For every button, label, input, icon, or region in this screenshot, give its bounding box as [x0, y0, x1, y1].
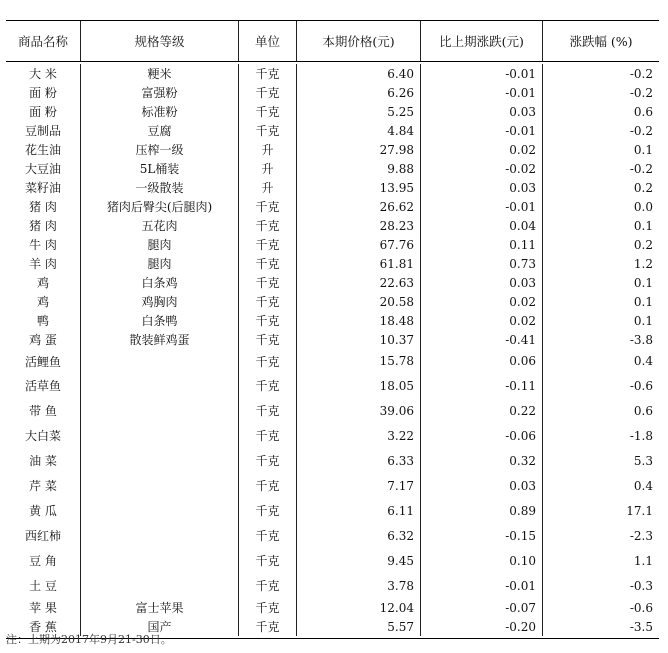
table-row: [6, 159, 659, 178]
cell-price: 5.57: [297, 617, 421, 636]
table-row: [6, 140, 659, 159]
cell-spec: 鸡胸肉: [81, 292, 239, 311]
cell-product-name: 大白菜: [6, 423, 81, 448]
table-row: [6, 598, 659, 617]
cell-spec: [81, 373, 239, 398]
table-row: [6, 83, 659, 102]
table-header: [6, 21, 659, 62]
cell-change-pct: 0.0: [633, 199, 653, 214]
cell-change: 0.06: [421, 349, 543, 373]
table-row: [6, 102, 659, 121]
cell-spec: 猪肉后臀尖(后腿肉): [81, 197, 239, 216]
cell-change: 0.02: [421, 292, 543, 311]
table-row: [6, 292, 659, 311]
cell-change: 0.03: [421, 473, 543, 498]
cell-change: -0.02: [421, 159, 543, 178]
cell-change-pct: 1.1: [633, 553, 653, 568]
cell-product-name: 面 粉: [6, 83, 81, 102]
cell-price: 22.63: [297, 273, 421, 292]
cell-price: 12.04: [297, 598, 421, 617]
cell-unit: 千克: [239, 273, 297, 292]
cell-product-name: 活鲤鱼: [6, 349, 81, 373]
cell-spec: 富士苹果: [81, 598, 239, 617]
cell-price: 39.06: [297, 398, 421, 423]
cell-spec: 一级散装: [81, 178, 239, 197]
table-row: [6, 178, 659, 197]
table-row: [6, 311, 659, 330]
table-row: [6, 398, 659, 423]
cell-price: 9.88: [297, 159, 421, 178]
footnote: 注：上期为2017年9月21-30日。: [6, 633, 172, 646]
cell-spec: [81, 398, 239, 423]
cell-unit: 千克: [239, 448, 297, 473]
cell-spec: [81, 423, 239, 448]
table-row: [6, 330, 659, 349]
cell-spec: 粳米: [81, 64, 239, 83]
cell-price: 18.48: [297, 311, 421, 330]
cell-price: 3.78: [297, 573, 421, 598]
cell-unit: 千克: [239, 64, 297, 83]
cell-product-name: 香 蕉: [6, 617, 81, 636]
cell-product-name: 羊 肉: [6, 254, 81, 273]
cell-spec: [81, 548, 239, 573]
cell-unit: 千克: [239, 473, 297, 498]
cell-unit: 千克: [239, 573, 297, 598]
cell-unit: 千克: [239, 216, 297, 235]
cell-product-name: 带 鱼: [6, 398, 81, 423]
cell-change: 0.73: [421, 254, 543, 273]
cell-change-pct: 0.4: [633, 478, 653, 493]
cell-change-pct: -0.6: [629, 378, 653, 393]
cell-unit: 千克: [239, 83, 297, 102]
cell-spec: 散装鲜鸡蛋: [81, 330, 239, 349]
cell-change: 0.04: [421, 216, 543, 235]
cell-price: 10.37: [297, 330, 421, 349]
cell-change-pct: -0.2: [629, 123, 653, 138]
cell-spec: 5L桶装: [81, 159, 239, 178]
cell-unit: 千克: [239, 102, 297, 121]
cell-change: -0.20: [421, 617, 543, 636]
cell-change-pct: 0.1: [633, 142, 653, 157]
cell-price: 28.23: [297, 216, 421, 235]
cell-change-pct: 0.2: [633, 180, 653, 195]
cell-product-name: 大 米: [6, 64, 81, 83]
price-table: [6, 20, 659, 639]
cell-product-name: 猪 肉: [6, 197, 81, 216]
cell-spec: 腿肉: [81, 235, 239, 254]
table-row: [6, 448, 659, 473]
cell-change: 0.32: [421, 448, 543, 473]
table-row: [6, 254, 659, 273]
cell-change-pct: -3.5: [629, 619, 653, 634]
cell-unit: 千克: [239, 598, 297, 617]
cell-change: -0.01: [421, 83, 543, 102]
cell-change-pct: -0.2: [629, 85, 653, 100]
cell-spec: 白条鸭: [81, 311, 239, 330]
cell-change-pct: 0.1: [633, 313, 653, 328]
header-spec: 规格等级: [81, 21, 239, 61]
cell-price: 13.95: [297, 178, 421, 197]
cell-unit: 千克: [239, 349, 297, 373]
cell-change-pct: 0.4: [633, 354, 653, 368]
cell-change: 0.03: [421, 273, 543, 292]
cell-product-name: 大豆油: [6, 159, 81, 178]
cell-product-name: 西红柿: [6, 523, 81, 548]
cell-price: 67.76: [297, 235, 421, 254]
cell-price: 9.45: [297, 548, 421, 573]
table-row: [6, 273, 659, 292]
table-row: [6, 216, 659, 235]
cell-change-pct: 0.1: [633, 275, 653, 290]
cell-price: 27.98: [297, 140, 421, 159]
cell-change: 0.11: [421, 235, 543, 254]
cell-product-name: 牛 肉: [6, 235, 81, 254]
cell-product-name: 花生油: [6, 140, 81, 159]
cell-unit: 千克: [239, 617, 297, 636]
cell-change: 0.03: [421, 102, 543, 121]
cell-product-name: 豆 角: [6, 548, 81, 573]
cell-change: -0.11: [421, 373, 543, 398]
table-row: [6, 473, 659, 498]
table-row: [6, 121, 659, 140]
cell-price: 6.32: [297, 523, 421, 548]
cell-product-name: 鸡 蛋: [6, 330, 81, 349]
table-row: [6, 64, 659, 83]
cell-unit: 千克: [239, 498, 297, 523]
cell-change: 0.10: [421, 548, 543, 573]
cell-spec: 压榨一级: [81, 140, 239, 159]
cell-spec: [81, 473, 239, 498]
cell-spec: [81, 573, 239, 598]
cell-price: 6.40: [297, 64, 421, 83]
cell-product-name: 芹 菜: [6, 473, 81, 498]
table-row: [6, 197, 659, 216]
table-row: [6, 523, 659, 548]
cell-change: -0.07: [421, 598, 543, 617]
table-body: [6, 62, 659, 638]
cell-unit: 千克: [239, 548, 297, 573]
cell-change: -0.01: [421, 121, 543, 140]
cell-price: 7.17: [297, 473, 421, 498]
cell-product-name: 苹 果: [6, 598, 81, 617]
table-row: [6, 235, 659, 254]
cell-spec: 国产: [81, 617, 239, 636]
cell-price: 18.05: [297, 373, 421, 398]
table-row: [6, 349, 659, 373]
cell-change-pct: 1.2: [633, 256, 653, 271]
header-change: 比上期涨跌(元): [421, 21, 543, 61]
cell-change: -0.01: [421, 64, 543, 83]
cell-product-name: 活草鱼: [6, 373, 81, 398]
cell-unit: 千克: [239, 254, 297, 273]
cell-product-name: 鸡: [6, 292, 81, 311]
cell-spec: 腿肉: [81, 254, 239, 273]
cell-spec: 五花肉: [81, 216, 239, 235]
header-unit: 单位: [239, 21, 297, 61]
cell-change-pct: 0.1: [633, 218, 653, 233]
cell-price: 20.58: [297, 292, 421, 311]
cell-product-name: 菜籽油: [6, 178, 81, 197]
cell-spec: 豆腐: [81, 121, 239, 140]
cell-spec: [81, 523, 239, 548]
cell-product-name: 油 菜: [6, 448, 81, 473]
cell-unit: 千克: [239, 373, 297, 398]
cell-unit: 千克: [239, 423, 297, 448]
cell-change: -0.06: [421, 423, 543, 448]
cell-change-pct: -0.6: [629, 600, 653, 615]
cell-change-pct: 0.6: [633, 403, 653, 418]
cell-product-name: 鸭: [6, 311, 81, 330]
cell-product-name: 土 豆: [6, 573, 81, 598]
cell-change: 0.02: [421, 311, 543, 330]
cell-change-pct: -0.3: [629, 578, 653, 593]
cell-change-pct: -3.8: [629, 332, 653, 347]
cell-unit: 升: [239, 178, 297, 197]
cell-price: 6.33: [297, 448, 421, 473]
table-row: [6, 373, 659, 398]
cell-price: 26.62: [297, 197, 421, 216]
cell-unit: 千克: [239, 523, 297, 548]
cell-price: 6.26: [297, 83, 421, 102]
cell-change-pct: -0.2: [629, 66, 653, 81]
cell-spec: [81, 448, 239, 473]
cell-price: 15.78: [297, 349, 421, 373]
cell-unit: 千克: [239, 292, 297, 311]
cell-unit: 升: [239, 159, 297, 178]
cell-price: 3.22: [297, 423, 421, 448]
cell-spec: 标准粉: [81, 102, 239, 121]
cell-change: 0.89: [421, 498, 543, 523]
cell-product-name: 面 粉: [6, 102, 81, 121]
cell-unit: 千克: [239, 235, 297, 254]
table-row: [6, 498, 659, 523]
cell-change-pct: 17.1: [626, 503, 653, 518]
cell-product-name: 猪 肉: [6, 216, 81, 235]
cell-unit: 千克: [239, 330, 297, 349]
cell-change-pct: 0.1: [633, 294, 653, 309]
cell-change-pct: -2.3: [629, 528, 653, 543]
cell-change: 0.03: [421, 178, 543, 197]
cell-price: 5.25: [297, 102, 421, 121]
table-row: [6, 423, 659, 448]
cell-change-pct: 5.3: [633, 453, 653, 468]
cell-spec: 富强粉: [81, 83, 239, 102]
cell-change-pct: 0.2: [633, 237, 653, 252]
cell-change: 0.22: [421, 398, 543, 423]
cell-change: -0.15: [421, 523, 543, 548]
cell-spec: 白条鸡: [81, 273, 239, 292]
cell-price: 6.11: [297, 498, 421, 523]
cell-price: 61.81: [297, 254, 421, 273]
cell-change-pct: -1.8: [629, 428, 653, 443]
cell-unit: 千克: [239, 398, 297, 423]
header-price: 本期价格(元): [297, 21, 421, 61]
header-change-pct: 涨跌幅 (%): [569, 34, 633, 49]
cell-product-name: 豆制品: [6, 121, 81, 140]
cell-unit: 千克: [239, 197, 297, 216]
cell-change: 0.02: [421, 140, 543, 159]
cell-change: -0.01: [421, 197, 543, 216]
cell-change-pct: 0.6: [633, 104, 653, 119]
cell-spec: [81, 349, 239, 373]
cell-change-pct: -0.2: [629, 161, 653, 176]
cell-unit: 升: [239, 140, 297, 159]
header-product-name: 商品名称: [6, 21, 81, 61]
cell-change: -0.41: [421, 330, 543, 349]
cell-product-name: 鸡: [6, 273, 81, 292]
cell-price: 4.84: [297, 121, 421, 140]
cell-product-name: 黄 瓜: [6, 498, 81, 523]
cell-unit: 千克: [239, 121, 297, 140]
cell-change: -0.01: [421, 573, 543, 598]
table-row: [6, 548, 659, 573]
table-row: [6, 573, 659, 598]
cell-spec: [81, 498, 239, 523]
cell-unit: 千克: [239, 311, 297, 330]
